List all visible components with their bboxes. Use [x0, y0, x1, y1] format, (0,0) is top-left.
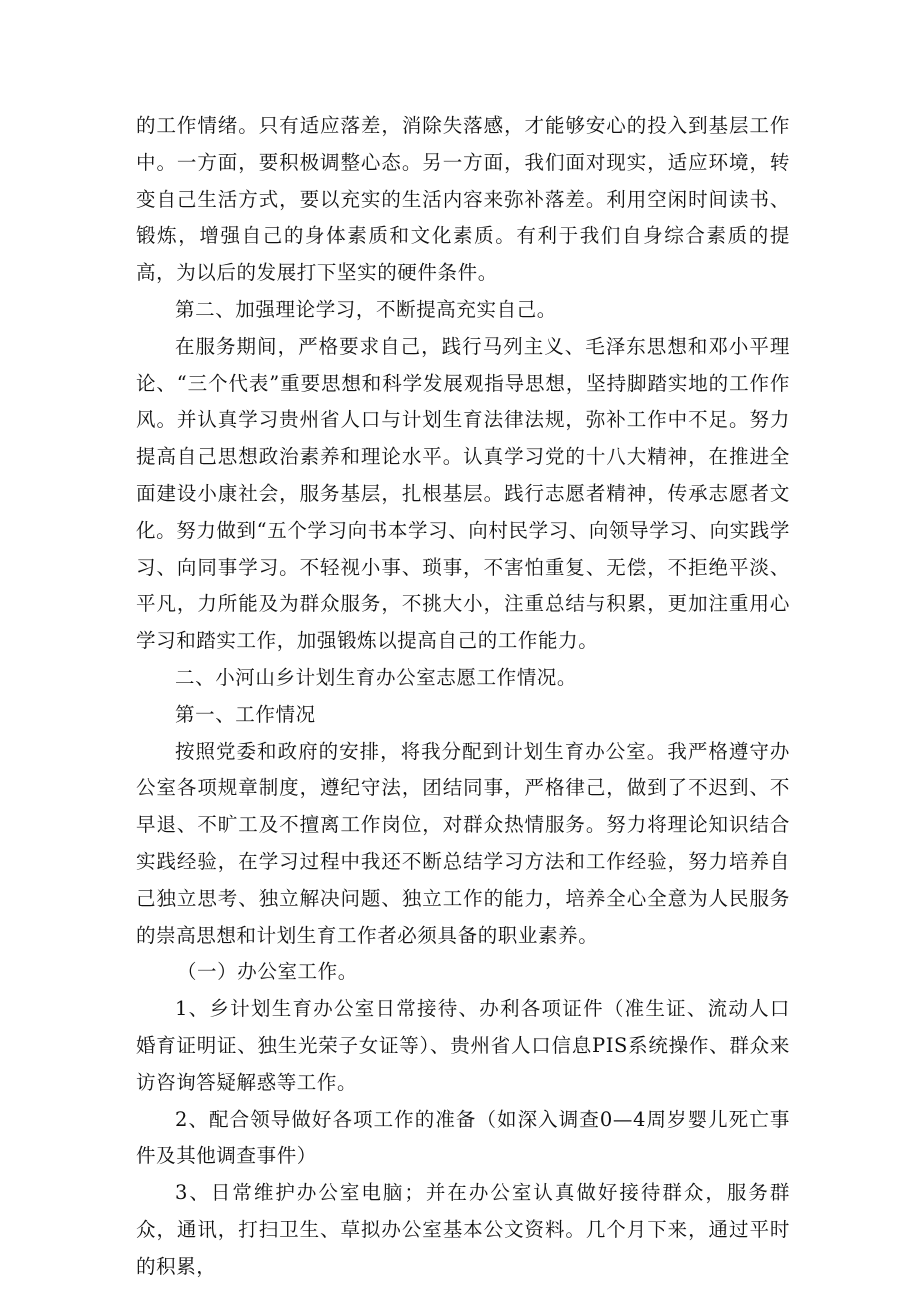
- list-item-reception: 1、乡计划生育办公室日常接待、办利各项证件（准生证、流动人口婚育证明证、独生光荣子女证等）、贵州省人口信息PIS系统操作、群众来访咨询答疑解惑等工作。: [136, 997, 790, 1094]
- paragraph-heading-office-work: （一）办公室工作。: [176, 960, 358, 984]
- list-item-preparation: 2、配合领导做好各项工作的准备（如深入调查0—4周岁婴儿死亡事件及其他调查事件）: [136, 1107, 790, 1168]
- paragraph-service-period: 在服务期间，严格要求自己，践行马列主义、毛泽东思想和邓小平理论、“三个代表”重要思想和科学发展观指导思想，坚持脚踏实地的工作作风。并认真学习贵州省人口与计划生育法律法规，弥补工作中不足。努力提高自己思想政治素养和理论水平。认真学习党的十八大精神，在推进全面建设小康社会，服务基层，扎根基层。践行志愿者精神，传承志愿者文化。努力做到“五个学习向书本学习、向村民学习、向领导学习、向实践学习、向同事学习。不轻视小事、琐事，不害怕重复、无偿，不拒绝平淡、平凡，力所能及为群众服务，不挑大小，注重总结与积累，更加注重用心学习和踏实工作，加强锻炼以提高自己的工作能力。: [136, 334, 790, 653]
- paragraph-heading-theory-study: 第二、加强理论学习，不断提高充实自己。: [175, 297, 557, 321]
- paragraph-work-mood: 的工作情绪。只有适应落差，消除失落感，才能够安心的投入到基层工作中。一方面，要积极调整心态。另一方面，我们面对现实，适应环境，转变自己生活方式，要以充实的生活内容来弥补落差。利用空闲时间读书、锻炼，增强自己的身体素质和文化素质。有利于我们自身综合素质的提高，为以后的发展打下坚实的硬件条件。: [136, 114, 790, 285]
- paragraph-heading-office-volunteer: 二、小河山乡计划生育办公室志愿工作情况。: [175, 665, 578, 689]
- list-item-maintenance: 3、日常维护办公室电脑；并在办公室认真做好接待群众，服务群众，通讯，打扫卫生、草拟办公室基本公文资料。几个月下来，通过平时的积累，: [136, 1181, 790, 1278]
- paragraph-assignment: 按照党委和政府的安排，将我分配到计划生育办公室。我严格遵守办公室各项规章制度，遵纪守法，团结同事，严格律己，做到了不迟到、不早退、不旷工及不擅离工作岗位，对群众热情服务。努力将理论知识结合实践经验，在学习过程中我还不断总结学习方法和工作经验，努力培养自己独立思考、独立解决问题、独立工作的能力，培养全心全意为人民服务的崇高思想和计划生育工作者必须具备的职业素养。: [136, 739, 790, 947]
- document-body: [136, 108, 790, 1286]
- paragraph-heading-work-situation: 第一、工作情况: [175, 702, 316, 726]
